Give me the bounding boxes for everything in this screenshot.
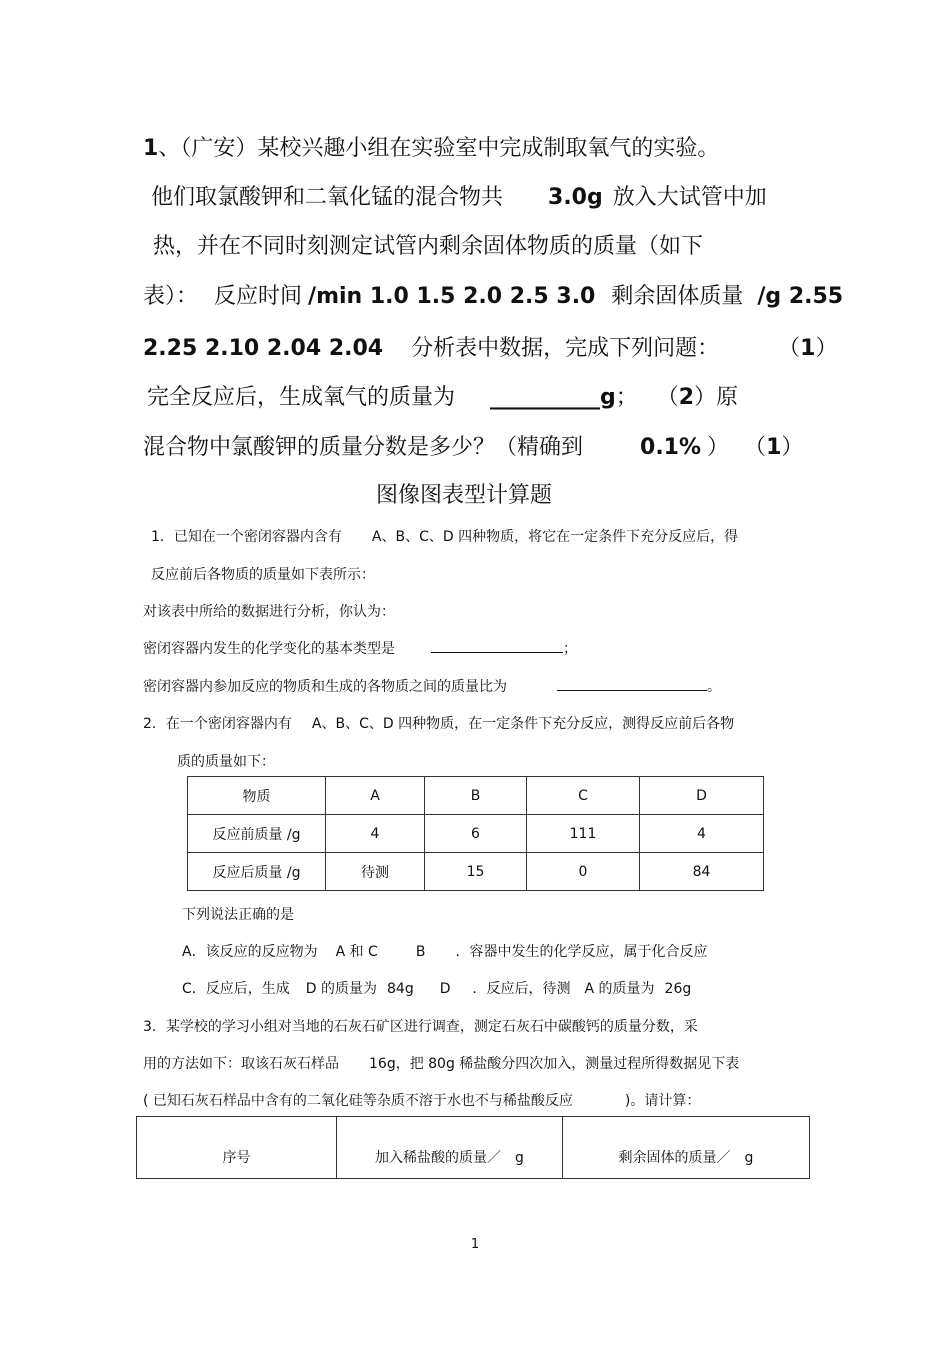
p1-line2-tail: 放入大试管中加 xyxy=(612,185,767,210)
q1-line1-b: A、B、C、D 四种物质，将它在一定条件下充分反应后，得 xyxy=(371,529,739,545)
q1-line5-end: 。 xyxy=(707,679,721,695)
table-cell: 111 xyxy=(527,815,640,853)
p1-line6-sep: ； xyxy=(615,385,638,410)
q1-line2: 反应前后各物质的质量如下表所示： xyxy=(151,567,375,583)
table-header-cell: 序号 xyxy=(137,1117,337,1179)
p1-line2 xyxy=(151,180,767,211)
table-header-cell: 加入稀盐酸的质量／ g xyxy=(337,1117,563,1179)
p1-q2-close: ）原 xyxy=(694,385,739,410)
table-header-cell: 物质 xyxy=(188,777,326,815)
p1-q2-num: 2 xyxy=(678,385,695,410)
p1-line7 xyxy=(143,430,803,461)
q1-reaction-type-blank[interactable] xyxy=(431,638,563,653)
p1-line5 xyxy=(143,331,837,362)
table-header-cell: C xyxy=(527,777,640,815)
table-header-row xyxy=(188,777,764,815)
q3-line3 xyxy=(143,1090,700,1110)
q2-option-c: C．反应后，生成 xyxy=(182,981,290,997)
p1-oxygen-blank: __________g xyxy=(490,385,616,410)
p1-line5-text: 分析表中数据，完成下列问题： xyxy=(411,336,720,361)
q3-data-table xyxy=(136,1116,810,1179)
p1-mass-data-a: /g 2.55 xyxy=(757,284,844,309)
section-title: 图像图表型计算题 xyxy=(375,483,552,508)
p1-number: 1 xyxy=(143,136,159,161)
page-number: 1 xyxy=(470,1237,480,1252)
table-cell: 84 xyxy=(640,853,764,891)
q2-option-c-text: D 的质量为 xyxy=(305,981,378,997)
q3-line3-b: )。请计算： xyxy=(624,1093,701,1109)
q2-options-ab xyxy=(182,941,707,961)
table-cell: 反应后质量 /g xyxy=(188,853,326,891)
p1-precision: 0.1% xyxy=(640,435,702,460)
table-cell: 反应前质量 /g xyxy=(188,815,326,853)
table-cell: 15 xyxy=(425,853,527,891)
p1-mass-data-b: 2.25 2.10 2.04 2.04 xyxy=(143,336,384,361)
q2-option-b-letter: B xyxy=(415,944,426,960)
q2-line2: 质的质量如下： xyxy=(177,754,275,770)
q3-line1: 3．某学校的学习小组对当地的石灰石矿区进行调查，测定石灰石中碳酸钙的质量分数，采 xyxy=(143,1019,698,1035)
q2-options-cd xyxy=(182,978,691,998)
p1-time-data: /min 1.0 1.5 2.0 2.5 3.0 xyxy=(308,284,596,309)
q3-line2 xyxy=(143,1053,739,1073)
table-header-cell: D xyxy=(640,777,764,815)
p1-q1-open: （ xyxy=(789,336,801,361)
p1-line7-text: 混合物中氯酸钾的质量分数是多少？（精确到 xyxy=(143,435,584,460)
table-cell: 4 xyxy=(640,815,764,853)
p1-line7-close: ） xyxy=(707,435,730,460)
p1-line7-q-close: ） xyxy=(781,435,804,460)
table-cell: 待测 xyxy=(326,853,425,891)
p1-line6 xyxy=(147,380,738,411)
p1-line4-c: 剩余固体质量 xyxy=(611,284,744,309)
q2-option-c-value: 84g xyxy=(387,981,414,997)
q2-line1-a: 2．在一个密闭容器内有 xyxy=(143,716,292,732)
q1-line5-text: 密闭容器内参加反应的物质和生成的各物质之间的质量比为 xyxy=(143,679,507,695)
p1-line7-q-open: （ xyxy=(755,435,767,460)
table-cell: 4 xyxy=(326,815,425,853)
q2-option-d-value: 26g xyxy=(664,981,692,997)
q2-option-a: A．该反应的反应物为 xyxy=(182,944,318,960)
q2-line1-b: A、B、C、D 四种物质，在一定条件下充分反应，测得反应前后各物 xyxy=(311,716,735,732)
q2-option-d: ．反应后，待测 xyxy=(472,981,571,997)
table-cell: 0 xyxy=(527,853,640,891)
p1-line7-q-num: 1 xyxy=(766,435,782,460)
q1-line4-end: ； xyxy=(563,641,577,657)
table-row xyxy=(188,815,764,853)
q2-option-b: ．容器中发生的化学反应，属于化合反应 xyxy=(455,944,708,960)
q3-line2-b: 16g，把 80g 稀盐酸分四次加入，测量过程所得数据见下表 xyxy=(369,1056,740,1072)
q1-line4-text: 密闭容器内发生的化学变化的基本类型是 xyxy=(143,641,395,657)
p1-line4-b: 反应时间 xyxy=(214,284,303,309)
p1-line1-text: 、（广安）某校兴趣小组在实验室中完成制取氧气的实验。 xyxy=(158,136,720,161)
p1-line4-a: 表）： xyxy=(143,284,199,309)
p1-q1-close: ） xyxy=(815,336,838,361)
p1-line4 xyxy=(143,279,843,310)
table-header-cell: 剩余固体的质量／ g xyxy=(563,1117,810,1179)
q3-line2-a: 用的方法如下：取该石灰石样品 xyxy=(143,1056,339,1072)
table-header-cell: A xyxy=(326,777,425,815)
q1-line1 xyxy=(151,526,738,546)
q2-mass-table xyxy=(187,776,764,891)
p1-line2-text: 他们取氯酸钾和二氧化锰的混合物共 xyxy=(151,185,504,210)
p1-q1-num: 1 xyxy=(800,336,816,361)
q2-option-d-letter: D xyxy=(439,981,451,997)
table-header-cell: B xyxy=(425,777,527,815)
q1-line4 xyxy=(143,638,577,658)
table-cell: 6 xyxy=(425,815,527,853)
p1-line3: 热，并在不同时刻测定试管内剩余固体物质的质量（如下 xyxy=(153,234,704,259)
q1-line5 xyxy=(143,676,721,696)
q1-line1-a: 1．已知在一个密闭容器内含有 xyxy=(151,529,342,545)
p1-q2-open: （ xyxy=(667,385,679,410)
table-header-row xyxy=(137,1117,810,1179)
table-row xyxy=(188,853,764,891)
q1-line3: 对该表中所给的数据进行分析，你认为： xyxy=(143,604,395,620)
p1-line1 xyxy=(143,131,719,162)
q1-mass-ratio-blank[interactable] xyxy=(557,676,707,691)
q2-prompt: 下列说法正确的是 xyxy=(182,907,294,923)
p1-mass-value: 3.0g xyxy=(548,185,603,210)
q3-line3-a: ( 已知石灰石样品中含有的二氧化硅等杂质不溶于水也不与稀盐酸反应 xyxy=(143,1093,573,1109)
q2-option-a-value: A 和 C xyxy=(335,944,378,960)
p1-line6-text: 完全反应后，生成氧气的质量为 xyxy=(147,385,456,410)
q2-line1 xyxy=(143,713,734,733)
q2-option-d-text: A 的质量为 xyxy=(584,981,655,997)
